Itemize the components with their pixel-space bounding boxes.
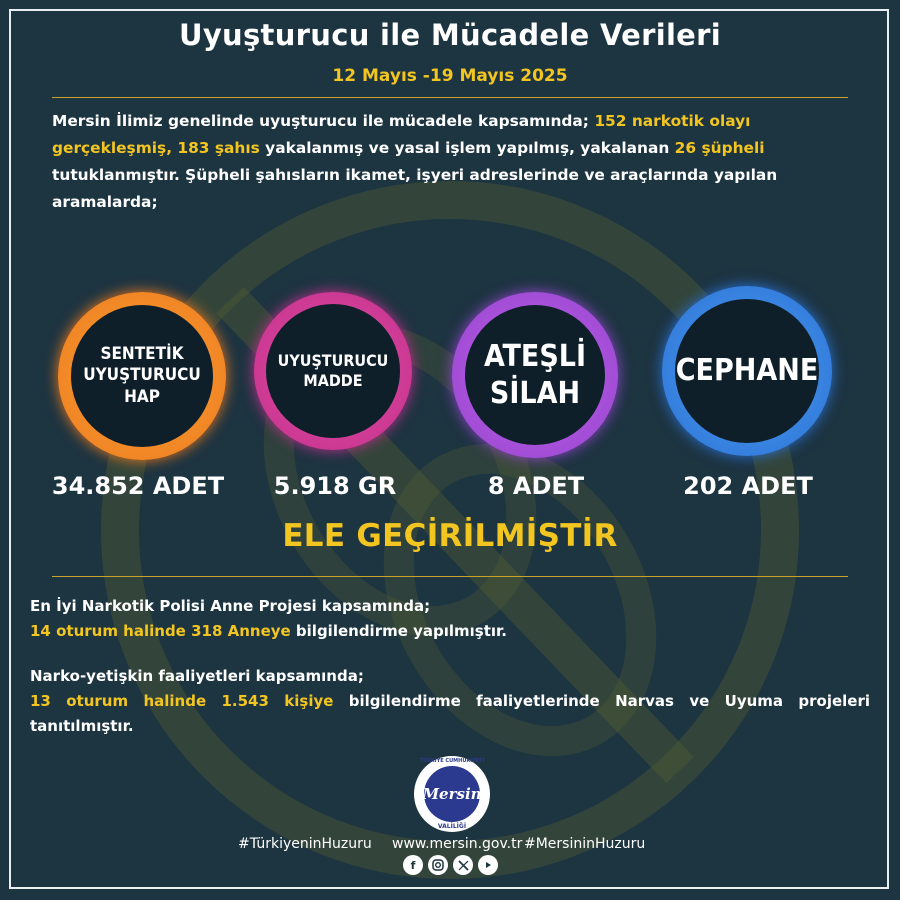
- intro-text-2: yakalanmış ve yasal işlem yapılmış, yakalanan: [259, 139, 675, 157]
- ring-label-line: MADDE: [303, 371, 363, 390]
- ring-label-line: UYUŞTURUCU: [277, 351, 389, 370]
- facebook-icon[interactable]: f: [403, 855, 423, 875]
- project2-line1: Narko-yetişkin faaliyetleri kapsamında;: [30, 667, 364, 685]
- divider-bottom: [52, 576, 848, 577]
- quantity-synthetic-pill: 34.852 ADET: [51, 472, 225, 500]
- project1-paragraph: [30, 594, 870, 644]
- intro-highlight-1: 152 narkotik olayı gerçekleşmiş, 183 şahıs: [52, 112, 751, 157]
- divider-top: [52, 97, 848, 98]
- mersin-valiligi-logo: [414, 756, 490, 832]
- logo-bottom-text: VALİLİĞİ: [437, 823, 467, 830]
- x-icon[interactable]: [453, 855, 473, 875]
- hashtag-right[interactable]: #MersininHuzuru: [524, 836, 646, 852]
- ring-label-line: UYUŞTURUCU: [83, 365, 201, 386]
- logo-word: Mersin: [422, 785, 482, 803]
- ring-ammunition: [662, 286, 832, 456]
- quantity-firearm: 8 ADET: [487, 472, 585, 500]
- intro-highlight-2: 26 şüpheli: [674, 139, 765, 157]
- project1-rest: bilgilendirme yapılmıştır.: [290, 622, 508, 640]
- quantity-drug-substance: 5.918 GR: [273, 472, 397, 500]
- project2-highlight: 13 oturum halinde 1.543 kişiye: [30, 692, 334, 710]
- instagram-icon[interactable]: [428, 855, 448, 875]
- project2-paragraph: [30, 664, 870, 739]
- ring-label-line: SENTETİK: [100, 344, 184, 365]
- project1-line1: En İyi Narkotik Polisi Anne Projesi kapsamında;: [30, 597, 431, 615]
- ring-label-line: ATEŞLİ: [483, 338, 587, 374]
- page-title: Uyuşturucu ile Mücadele Verileri: [178, 18, 721, 52]
- seized-banner: ELE GEÇİRİLMİŞTİR: [282, 518, 618, 554]
- project2-rest: bilgilendirme faaliyetlerinde Narvas ve Uyuma projeleri tanıtılmıştır.: [30, 692, 870, 735]
- ring-label-line: SİLAH: [489, 376, 581, 411]
- intro-text-1: Mersin İlimiz genelinde uyuşturucu ile mücadele kapsamında;: [52, 112, 595, 130]
- quantity-ammunition: 202 ADET: [683, 472, 813, 500]
- hashtag-left[interactable]: #TürkiyeninHuzuru: [238, 836, 372, 852]
- youtube-icon[interactable]: [478, 855, 498, 875]
- ring-firearm: [452, 292, 618, 458]
- website-link[interactable]: www.mersin.gov.tr: [392, 836, 523, 852]
- intro-paragraph: [52, 108, 852, 216]
- intro-text-3: tutuklanmıştır. Şüpheli şahısların ikamet, işyeri adreslerinde ve araçlarında yapılan aramalarda;: [52, 166, 778, 211]
- ring-synthetic-pill: [58, 292, 226, 460]
- project1-highlight: 14 oturum halinde 318 Anneye: [30, 622, 291, 640]
- ring-label-line: HAP: [124, 386, 160, 407]
- logo-top-text: TÜRKİYE CUMHURİYETİ: [419, 758, 485, 764]
- ring-label-line: CEPHANE: [675, 353, 819, 389]
- ring-drug-substance: [254, 292, 412, 450]
- date-range: 12 Mayıs -19 Mayıs 2025: [332, 66, 568, 86]
